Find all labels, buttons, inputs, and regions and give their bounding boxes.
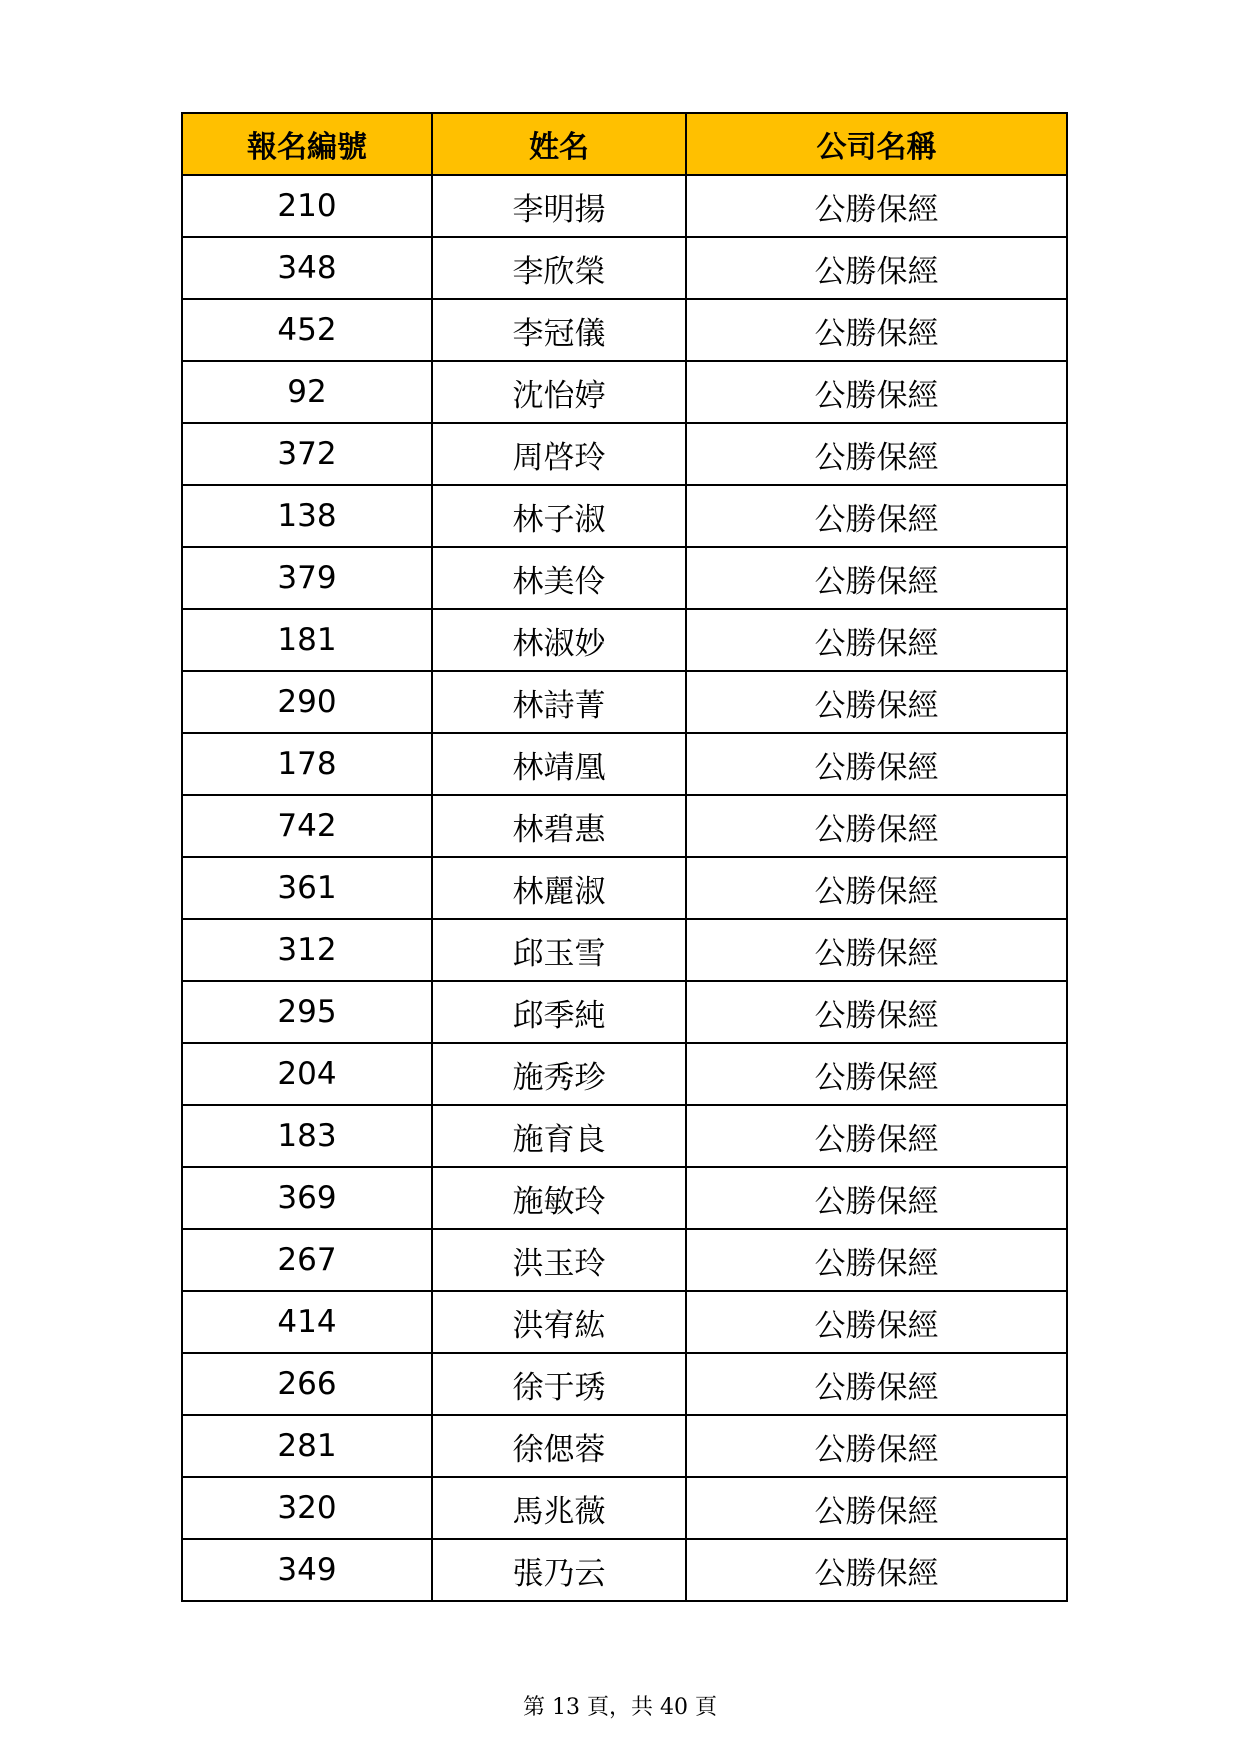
- cell-company-name: 公勝保經: [686, 175, 1067, 237]
- cell-name: 洪玉玲: [432, 1229, 686, 1291]
- table-row: [182, 857, 1067, 919]
- cell-name: 林麗淑: [432, 857, 686, 919]
- cell-registration-number: 369: [182, 1167, 432, 1229]
- cell-name: 施秀珍: [432, 1043, 686, 1105]
- cell-company-name: 公勝保經: [686, 1291, 1067, 1353]
- cell-registration-number: 138: [182, 485, 432, 547]
- cell-company-name: 公勝保經: [686, 423, 1067, 485]
- cell-name: 邱玉雪: [432, 919, 686, 981]
- cell-registration-number: 210: [182, 175, 432, 237]
- cell-registration-number: 742: [182, 795, 432, 857]
- cell-name: 李欣榮: [432, 237, 686, 299]
- cell-name: 徐偲蓉: [432, 1415, 686, 1477]
- cell-registration-number: 348: [182, 237, 432, 299]
- cell-registration-number: 267: [182, 1229, 432, 1291]
- cell-name: 施育良: [432, 1105, 686, 1167]
- table-row: [182, 1167, 1067, 1229]
- table-row: [182, 423, 1067, 485]
- cell-company-name: 公勝保經: [686, 857, 1067, 919]
- header-row: [182, 113, 1067, 175]
- table-row: [182, 485, 1067, 547]
- cell-company-name: 公勝保經: [686, 1229, 1067, 1291]
- cell-company-name: 公勝保經: [686, 733, 1067, 795]
- cell-company-name: 公勝保經: [686, 919, 1067, 981]
- cell-registration-number: 372: [182, 423, 432, 485]
- cell-name: 李明揚: [432, 175, 686, 237]
- table-row: [182, 1043, 1067, 1105]
- table-row: [182, 1291, 1067, 1353]
- table-row: [182, 1229, 1067, 1291]
- cell-company-name: 公勝保經: [686, 361, 1067, 423]
- cell-company-name: 公勝保經: [686, 795, 1067, 857]
- cell-name: 沈怡婷: [432, 361, 686, 423]
- table-row: [182, 795, 1067, 857]
- cell-registration-number: 379: [182, 547, 432, 609]
- table-row: [182, 1477, 1067, 1539]
- cell-name: 林淑妙: [432, 609, 686, 671]
- cell-company-name: 公勝保經: [686, 1415, 1067, 1477]
- cell-name: 林美伶: [432, 547, 686, 609]
- cell-registration-number: 320: [182, 1477, 432, 1539]
- table-row: [182, 671, 1067, 733]
- cell-company-name: 公勝保經: [686, 237, 1067, 299]
- table-row: [182, 361, 1067, 423]
- cell-company-name: 公勝保經: [686, 299, 1067, 361]
- cell-registration-number: 361: [182, 857, 432, 919]
- cell-registration-number: 414: [182, 1291, 432, 1353]
- cell-name: 林子淑: [432, 485, 686, 547]
- header-company-name: 公司名稱: [686, 113, 1067, 175]
- cell-name: 林靖凰: [432, 733, 686, 795]
- cell-company-name: 公勝保經: [686, 981, 1067, 1043]
- cell-company-name: 公勝保經: [686, 1043, 1067, 1105]
- cell-registration-number: 181: [182, 609, 432, 671]
- table-header: [182, 113, 1067, 175]
- cell-company-name: 公勝保經: [686, 609, 1067, 671]
- table-row: [182, 1415, 1067, 1477]
- cell-company-name: 公勝保經: [686, 1105, 1067, 1167]
- cell-registration-number: 178: [182, 733, 432, 795]
- table-row: [182, 299, 1067, 361]
- cell-name: 徐于琇: [432, 1353, 686, 1415]
- cell-registration-number: 452: [182, 299, 432, 361]
- cell-registration-number: 281: [182, 1415, 432, 1477]
- cell-company-name: 公勝保經: [686, 485, 1067, 547]
- table-row: [182, 237, 1067, 299]
- table-row: [182, 1353, 1067, 1415]
- cell-name: 施敏玲: [432, 1167, 686, 1229]
- table-row: [182, 1105, 1067, 1167]
- table-body: [182, 175, 1067, 1601]
- page-footer: 第 13 頁，共 40 頁: [523, 1695, 717, 1720]
- cell-name: 林碧惠: [432, 795, 686, 857]
- cell-name: 林詩菁: [432, 671, 686, 733]
- table-row: [182, 609, 1067, 671]
- cell-company-name: 公勝保經: [686, 547, 1067, 609]
- cell-name: 馬兆薇: [432, 1477, 686, 1539]
- header-name: 姓名: [432, 113, 686, 175]
- header-registration-number: 報名編號: [182, 113, 432, 175]
- cell-registration-number: 349: [182, 1539, 432, 1601]
- cell-company-name: 公勝保經: [686, 1167, 1067, 1229]
- cell-registration-number: 266: [182, 1353, 432, 1415]
- table-row: [182, 981, 1067, 1043]
- cell-registration-number: 183: [182, 1105, 432, 1167]
- cell-name: 張乃云: [432, 1539, 686, 1601]
- cell-company-name: 公勝保經: [686, 1539, 1067, 1601]
- cell-registration-number: 204: [182, 1043, 432, 1105]
- cell-name: 邱季純: [432, 981, 686, 1043]
- table-row: [182, 1539, 1067, 1601]
- table-row: [182, 175, 1067, 237]
- registration-table-container: [181, 112, 1066, 1602]
- table-row: [182, 919, 1067, 981]
- cell-name: 李冠儀: [432, 299, 686, 361]
- cell-name: 周啓玲: [432, 423, 686, 485]
- cell-registration-number: 312: [182, 919, 432, 981]
- cell-registration-number: 92: [182, 361, 432, 423]
- cell-company-name: 公勝保經: [686, 1353, 1067, 1415]
- cell-company-name: 公勝保經: [686, 1477, 1067, 1539]
- table-row: [182, 547, 1067, 609]
- cell-company-name: 公勝保經: [686, 671, 1067, 733]
- cell-registration-number: 295: [182, 981, 432, 1043]
- cell-name: 洪宥紘: [432, 1291, 686, 1353]
- table-row: [182, 733, 1067, 795]
- registration-table: [181, 112, 1068, 1602]
- cell-registration-number: 290: [182, 671, 432, 733]
